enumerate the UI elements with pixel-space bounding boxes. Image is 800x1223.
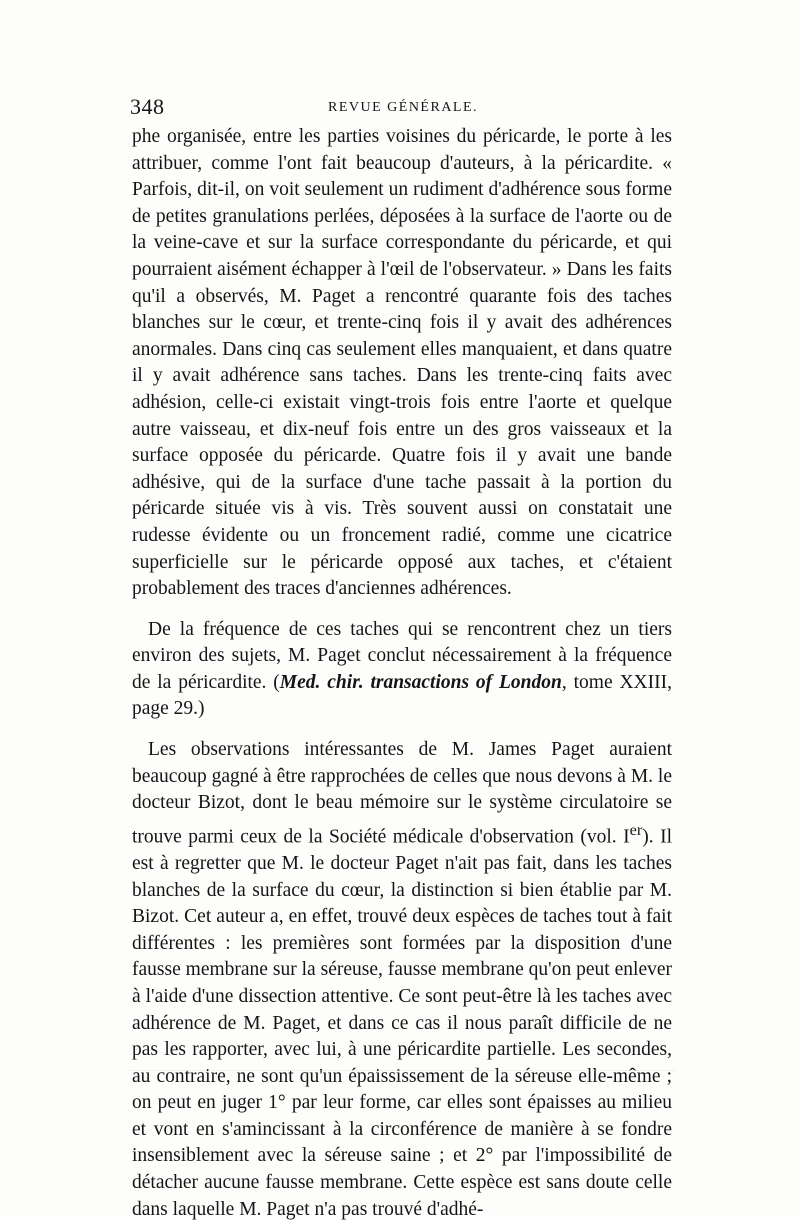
page-number: 348 (130, 94, 165, 119)
running-title: REVUE GÉNÉRALE. (328, 100, 479, 115)
paragraph-2-text-end: , tome XXIII, page 29.) (132, 671, 672, 720)
paragraph-3-text-end: ). Il est à regretter que M. le docteur Paget n'ait pas fait, dans les taches blanches de la surface du cœur, la distinction si bien établie par M. Bizot. Cet auteur a, en effet, trouvé deux espèces de taches tout à fait différentes : les premières sont formées par la disposition d'une fausse membrane sur la séreuse, fausse membrane qu'on peut enlever à l'aide d'une dissection attentive. Ce sont peut-être là les taches avec adhérence de M. Paget, et dans ce cas il nous paraît difficile de ne pas les rapporter, avec lui, à une péricardite partielle. Les secondes, au contraire, ne sont qu'un épaississement de la séreuse elle-même ; on peut en juger 1° par leur forme, car elles sont épaisses au milieu et vont en s'amincissant à la circonférence de manière à se fondre insensiblement avec la séreuse saine ; et 2° par l'impossibilité de détacher aucune fausse membrane. Cette espèce est sans doute celle dans laquelle M. Paget n'a pas trouvé d'adhé- (132, 826, 673, 1220)
body-text (132, 124, 672, 1223)
paragraph-2 (132, 617, 672, 723)
volume-superscript: er (629, 820, 643, 839)
bleed-through-line (130, 1070, 675, 1083)
page-header (130, 94, 675, 124)
paragraph-3-text-start: Les observations intéressantes de M. James Paget auraient beaucoup gagné à être rapprochées de celles que nous devons à M. le docteur Bizot, dont le beau mémoire sur le système circulatoire se trouve parmi ceux de la Société médicale d'observation (vol. I (132, 739, 672, 848)
paragraph-2-text-start: De la fréquence de ces taches qui se rencontrent chez un tiers environ des sujets, M. Paget conclut nécessairement à la fréquence de la péricardite. ( (132, 618, 672, 693)
paragraph-3 (132, 737, 672, 1223)
paragraph-1: phe organisée, entre les parties voisines du péricarde, le porte à les attribuer, comme l'ont fait beaucoup d'auteurs, à la péricardite. « Parfois, dit-il, on voit seulement un rudiment d'adhérence sous forme de petites granulations perlées, déposées à la surface de l'aorte ou de la veine-cave et sur la surface correspondante du péricarde, et qui pourraient aisément échapper à l'œil de l'observateur. » Dans les faits qu'il a observés, M. Paget a rencontré quarante fois des taches blanches sur le cœur, et trente-cinq fois il y avait des adhérences anormales. Dans cinq cas seulement elles manquaient, et dans quatre il y avait adhérence sans taches. Dans les trente-cinq faits avec adhésion, celle-ci existait vingt-trois fois entre l'aorte et quelque autre vaisseau, et dix-neuf fois entre un des gros vaisseaux et la surface opposée du péricarde. Quatre fois il y avait une bande adhésive, qui de la surface d'une tache passait à la portion du péricarde située vis à vis. Très souvent aussi on constatait une rudesse évidente ou un froncement radié, comme une cicatrice superficielle sur le péricarde opposé aux taches, et c'étaient probablement des traces d'anciennes adhérences. (132, 126, 672, 600)
citation-title: Med. chir. transactions of London (279, 671, 562, 693)
